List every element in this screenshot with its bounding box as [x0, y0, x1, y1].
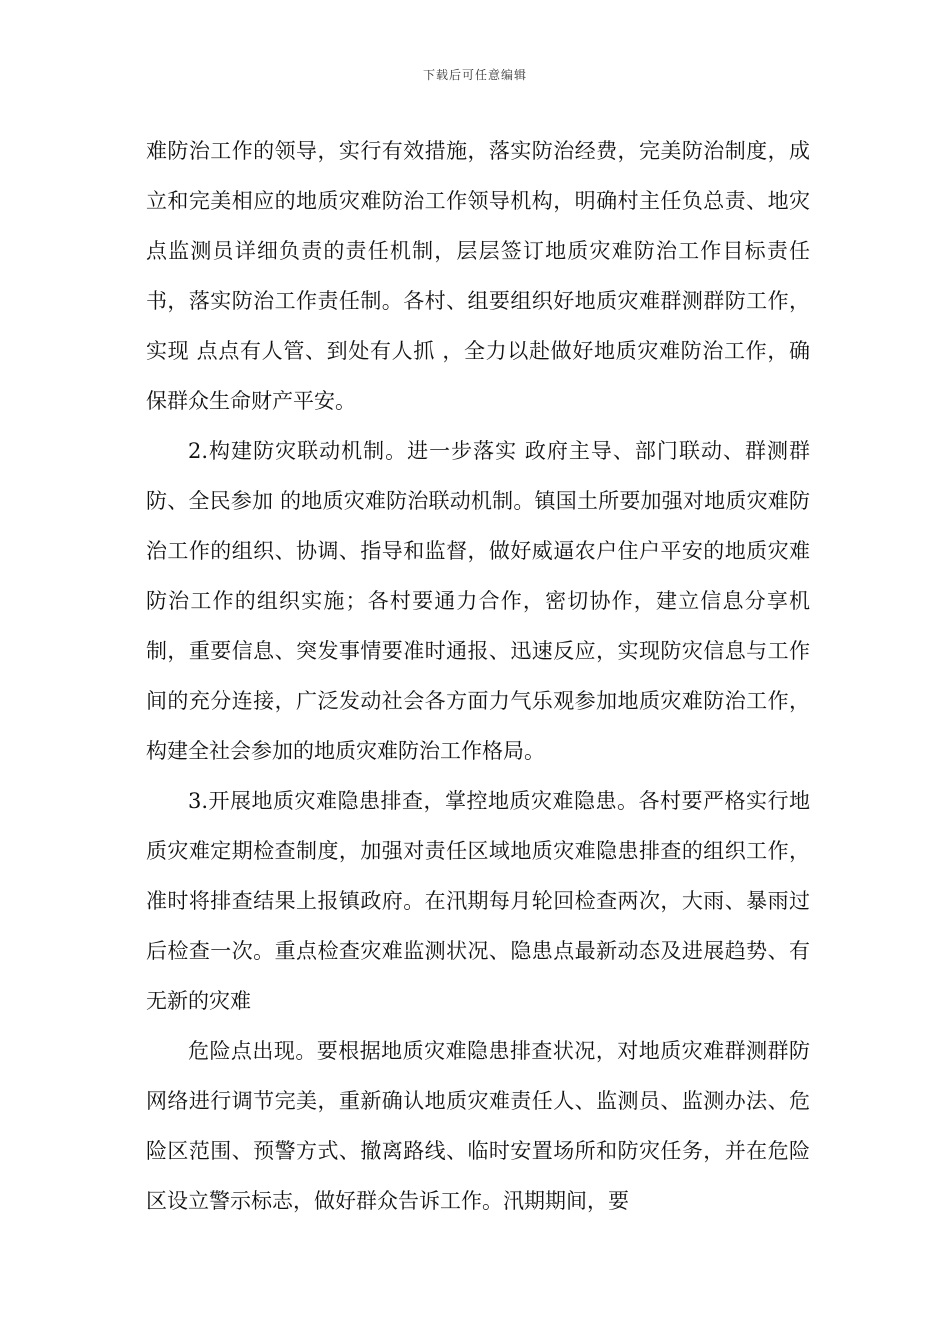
- paragraph-3: 3.开展地质灾难隐患排查，掌控地质灾难隐患。各村要严格实行地质灾难定期检查制度，加强对责任区域地质灾难隐患排查的组织工作，准时将排查结果上报镇政府。在汛期每月轮回检查两次，大雨、暴雨过后检查一次。重点检查灾难监测状况、隐患点最新动态及进展趋势、有无新的灾难: [146, 789, 810, 1013]
- page-header: 下载后可任意编辑: [422, 68, 527, 82]
- document-body: [146, 126, 810, 1226]
- paragraph-1: 难防治工作的领导，实行有效措施，落实防治经费，完美防治制度，成立和完美相应的地质灾难防治工作领导机构，明确村主任负总责、地灾点监测员详细负责的责任机制，层层签订地质灾难防治工作目标责任书，落实防治工作责任制。各村、组要组织好地质灾难群测群防工作，实现 点点有人管、到处有人抓 ，全力以赴做好地质灾难防治工作，确保群众生命财产平安。: [146, 139, 810, 413]
- paragraph-2: 2.构建防灾联动机制。进一步落实 政府主导、部门联动、群测群防、全民参加 的地质灾难防治联动机制。镇国土所要加强对地质灾难防治工作的组织、协调、指导和监督，做好威逼农户住户平安的地质灾难防治工作的组织实施；各村要通力合作，密切协作，建立信息分享机制，重要信息、突发事情要准时通报、迅速反应，实现防灾信息与工作间的充分连接，广泛发动社会各方面力气乐观参加地质灾难防治工作，构建全社会参加的地质灾难防治工作格局。: [146, 439, 810, 763]
- paragraph-4: 危险点出现。要根据地质灾难隐患排查状况，对地质灾难群测群防网络进行调节完美，重新确认地质灾难责任人、监测员、监测办法、危险区范围、预警方式、撤离路线、临时安置场所和防灾任务，并在危险区设立警示标志，做好群众告诉工作。汛期期间，要: [146, 1039, 810, 1213]
